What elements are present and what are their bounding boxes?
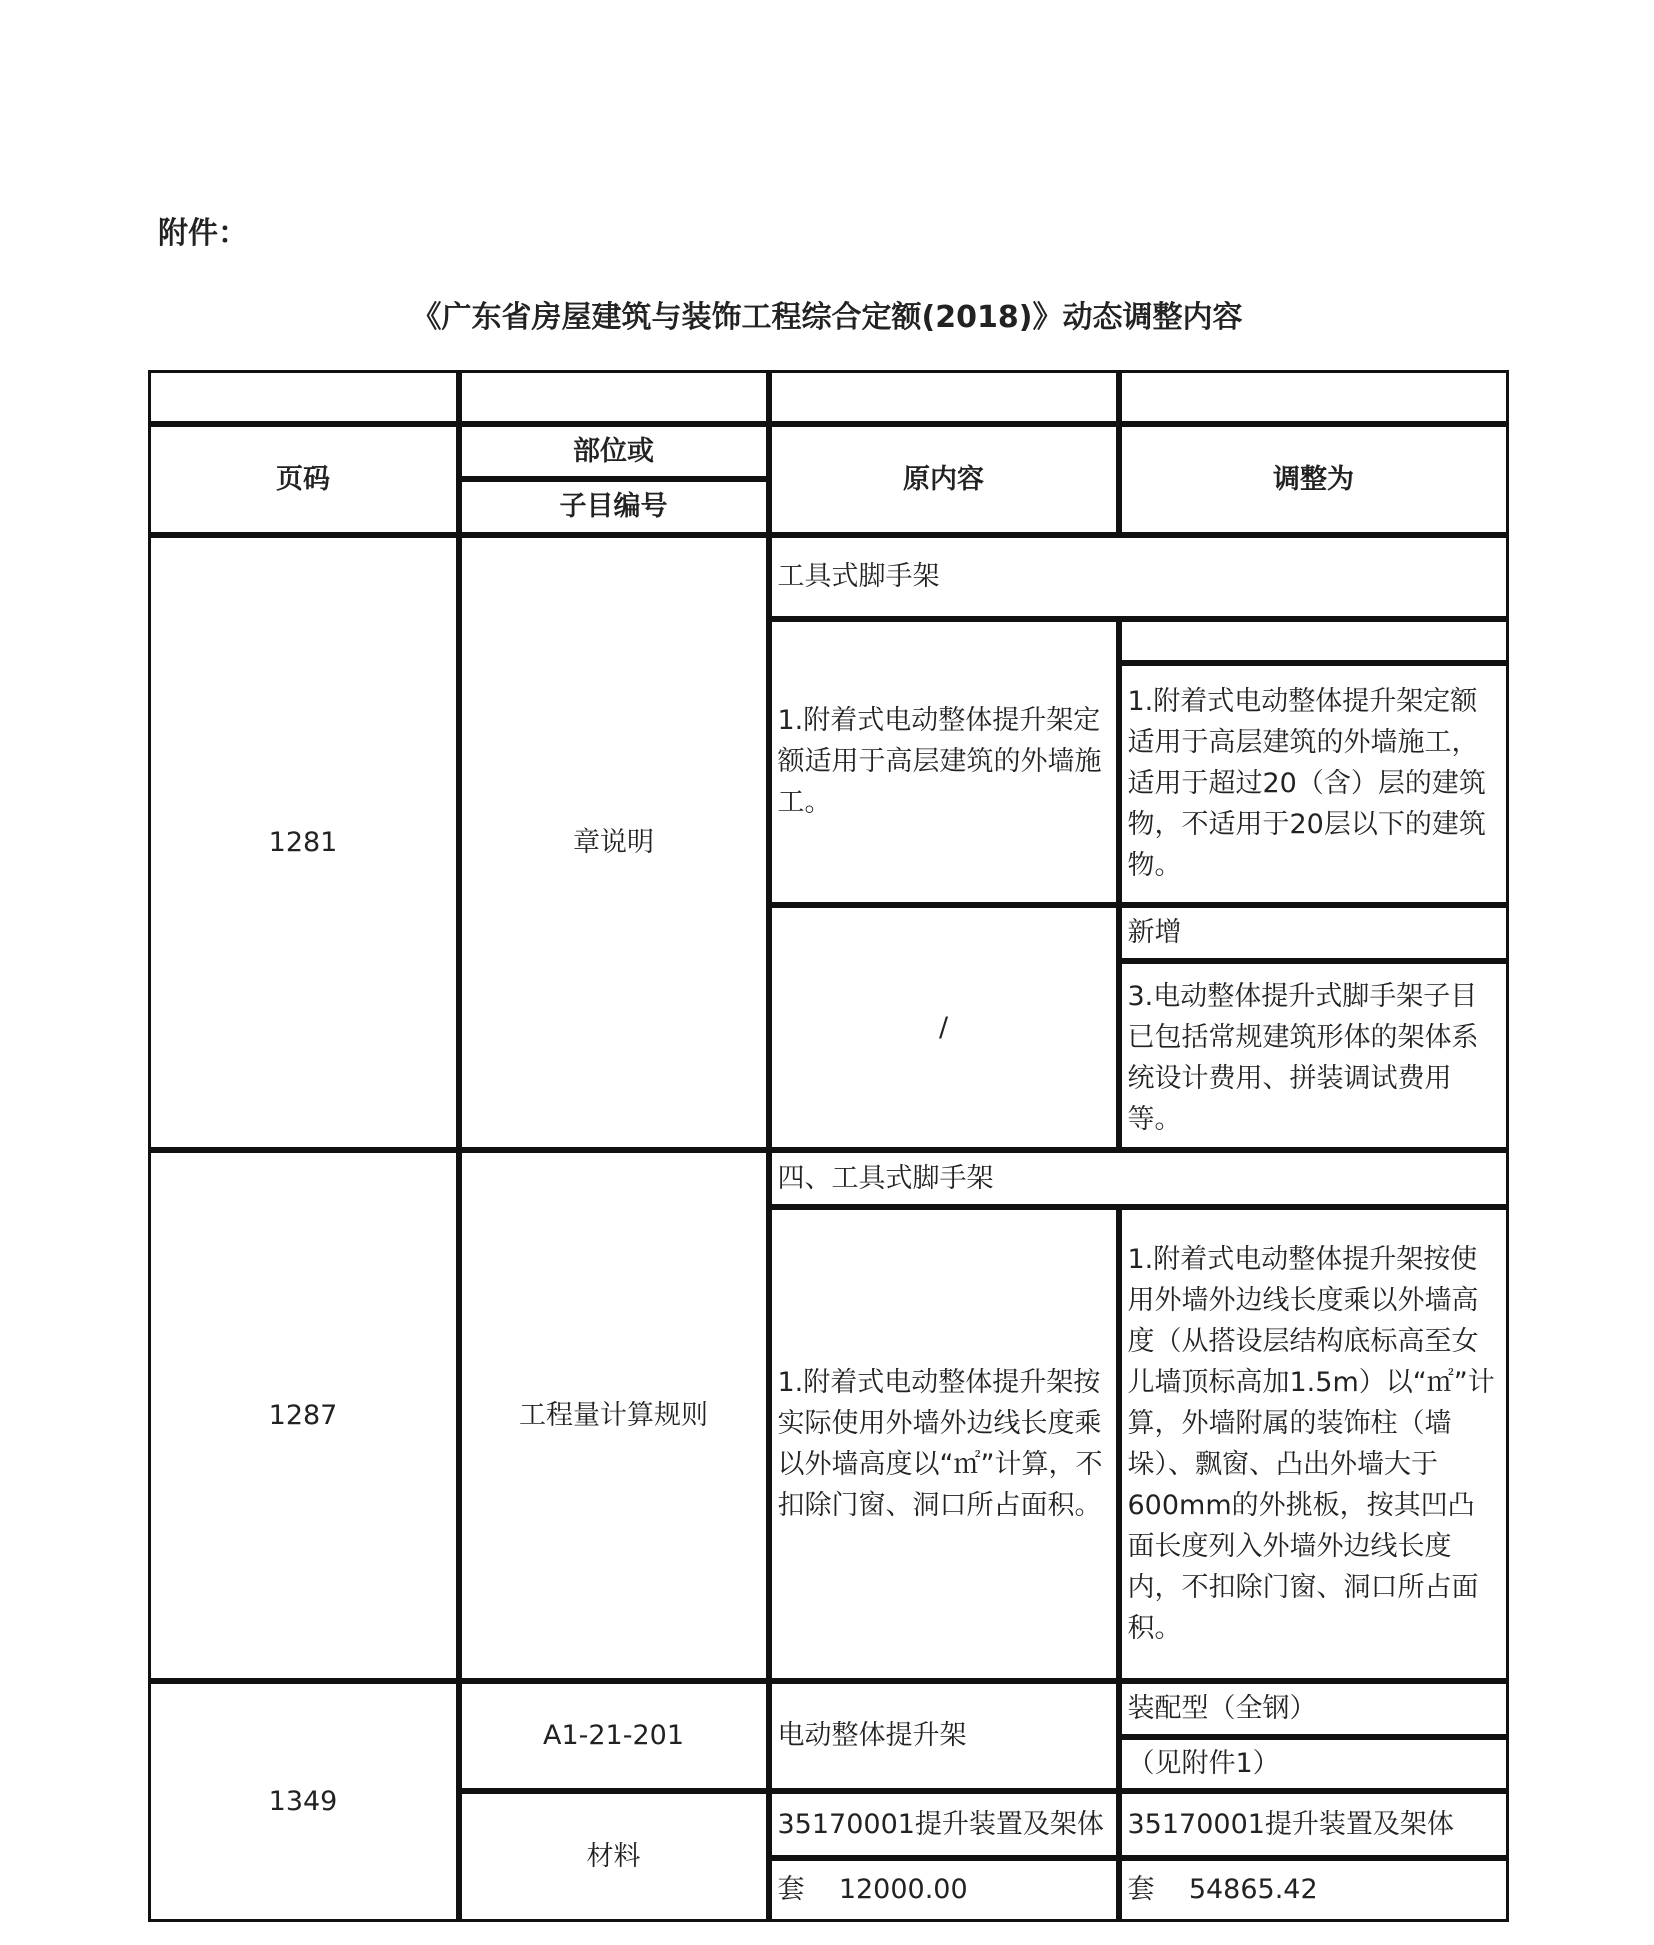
header-position-line2: 子目编号 <box>459 479 769 535</box>
row-1281-section: 工具式脚手架 <box>769 535 1509 619</box>
blank-cell-3 <box>769 370 1119 424</box>
row-1281-original-1-text: 1.附着式电动整体提升架定额适用于高层建筑的外墙施工。 <box>777 705 1102 818</box>
row-1349-position-1: A1-21-201 <box>459 1681 769 1791</box>
row-1349-adjusted-2b: 套 54865.42 <box>1119 1858 1509 1922</box>
row-1281-adjusted-2 <box>1119 961 1509 1150</box>
row-1349-position-2: 材料 <box>459 1791 769 1922</box>
row-1349-adjusted-1a: 装配型（全钢） <box>1119 1681 1509 1737</box>
row-1287-adjusted <box>1119 1207 1509 1681</box>
row-1349-original-1: 电动整体提升架 <box>769 1681 1119 1791</box>
row-1349-adjusted-1b: （见附件1） <box>1119 1737 1509 1791</box>
row-1287-position: 工程量计算规则 <box>459 1150 769 1681</box>
row-1281-original-1 <box>769 619 1119 905</box>
row-1349-original-2a: 35170001提升装置及架体 <box>769 1791 1119 1858</box>
row-1281-adjusted-blank <box>1119 619 1509 663</box>
row-1281-position: 章说明 <box>459 535 769 1150</box>
row-1281-page: 1281 <box>148 535 459 1150</box>
row-1281-original-2: / <box>769 905 1119 1150</box>
document-title: 《广东省房屋建筑与装饰工程综合定额(2018)》动态调整内容 <box>411 300 1243 335</box>
header-page-no: 页码 <box>148 424 459 535</box>
row-1349-original-2b: 套 12000.00 <box>769 1858 1119 1922</box>
row-1349-page: 1349 <box>148 1681 459 1922</box>
row-1287-section: 四、工具式脚手架 <box>769 1150 1509 1207</box>
row-1287-adjusted-text: 1.附着式电动整体提升架按使用外墙外边线长度乘以外墙高度（从搭设层结构底标高至女儿墙顶标高加1.5m）以“㎡”计算，外墙附属的装饰柱（墙垛）、飘窗、凸出外墙大于600mm的外挑板，按其凹凸面长度列入外墙外边线长度内，不扣除门窗、洞口所占面积。 <box>1127 1243 1495 1644</box>
blank-cell-4 <box>1119 370 1509 424</box>
row-1281-adjusted-2-label: 新增 <box>1119 905 1509 961</box>
row-1281-adjusted-1 <box>1119 663 1509 905</box>
header-adjusted: 调整为 <box>1119 424 1509 535</box>
row-1281-adjusted-2-text: 3.电动整体提升式脚手架子目已包括常规建筑形体的架体系统设计费用、拼装调试费用等。 <box>1127 980 1479 1135</box>
row-1287-original-text: 1.附着式电动整体提升架按实际使用外墙外边线长度乘以外墙高度以“㎡”计算，不扣除门窗、洞口所占面积。 <box>777 1366 1103 1521</box>
blank-cell-2 <box>459 370 769 424</box>
header-position-line1: 部位或 <box>459 424 769 479</box>
adjustment-table <box>149 371 1510 1923</box>
row-1281-adjusted-1-text: 1.附着式电动整体提升架定额适用于高层建筑的外墙施工，适用于超过20（含）层的建筑物，不适用于20层以下的建筑物。 <box>1127 686 1486 881</box>
row-1287-page: 1287 <box>148 1150 459 1681</box>
header-original: 原内容 <box>769 424 1119 535</box>
blank-cell-1 <box>148 370 459 424</box>
attachment-label: 附件： <box>158 216 248 251</box>
row-1287-original <box>769 1207 1119 1681</box>
row-1349-adjusted-2a: 35170001提升装置及架体 <box>1119 1791 1509 1858</box>
